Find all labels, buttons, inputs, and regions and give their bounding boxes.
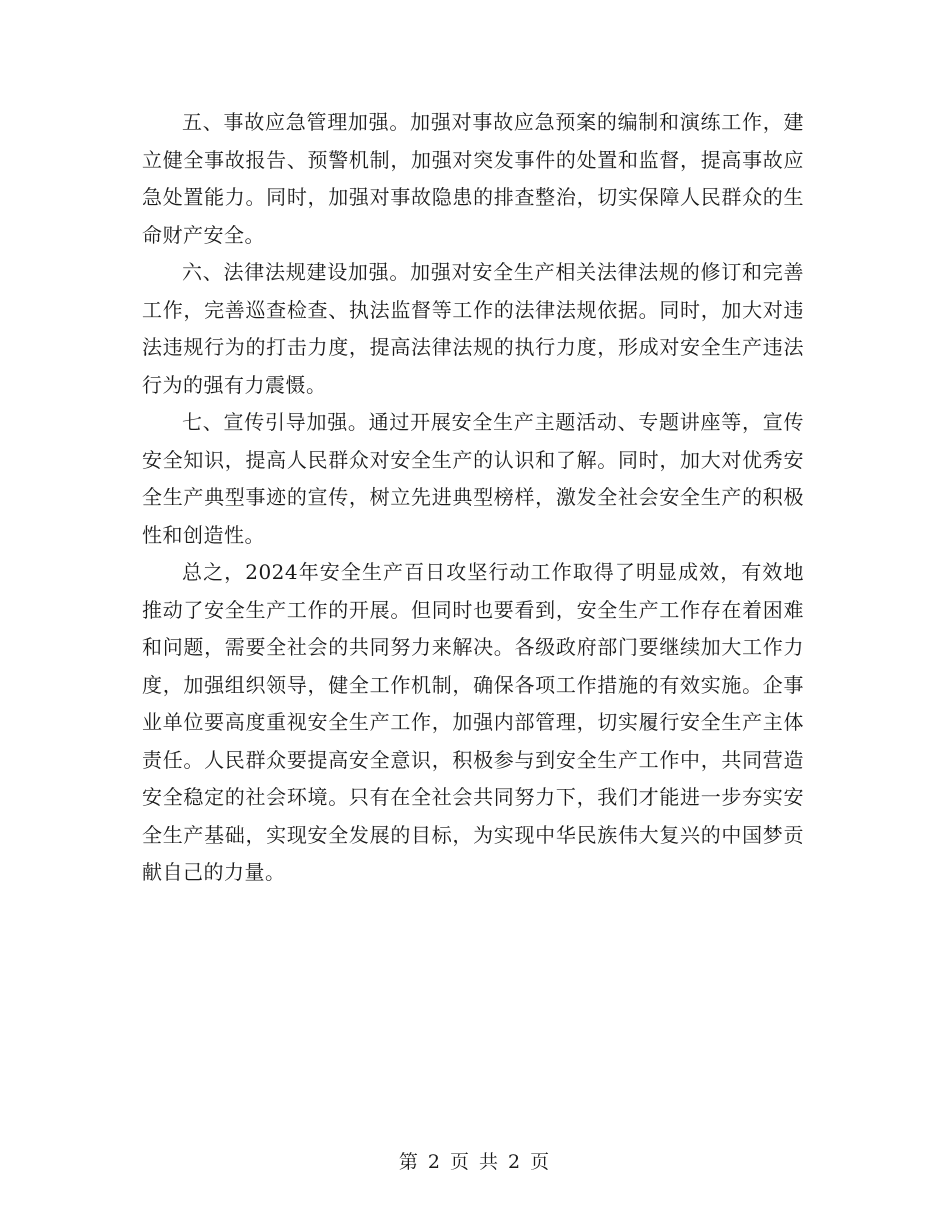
paragraph-publicity-guidance: 七、宣传引导加强。通过开展安全生产主题活动、专题讲座等，宣传安全知识，提高人民群众对安全生产的认识和了解。同时，加大对优秀安全生产典型事迹的宣传，树立先进典型榜样，激发全社会安全生产的积极性和创造性。 — [142, 410, 804, 547]
paragraph-laws-regulations: 六、法律法规建设加强。加强对安全生产相关法律法规的修订和完善工作，完善巡查检查、执法监督等工作的法律法规依据。同时，加大对违法违规行为的打击力度，提高法律法规的执行力度，形成对安全生产违法行为的强有力震慑。 — [142, 260, 804, 397]
paragraph-summary: 总之，2024年安全生产百日攻坚行动工作取得了明显成效，有效地推动了安全生产工作的开展。但同时也要看到，安全生产工作存在着困难和问题，需要全社会的共同努力来解决。各级政府部门要继续加大工作力度，加强组织领导，健全工作机制，确保各项工作措施的有效实施。企事业单位要高度重视安全生产工作，加强内部管理，切实履行安全生产主体责任。人民群众要提高安全意识，积极参与到安全生产工作中，共同营造安全稳定的社会环境。只有在全社会共同努力下，我们才能进一步夯实安全生产基础，实现安全发展的目标，为实现中华民族伟大复兴的中国梦贡献自己的力量。 — [142, 560, 804, 884]
paragraph-accident-emergency: 五、事故应急管理加强。加强对事故应急预案的编制和演练工作，建立健全事故报告、预警机制，加强对突发事件的处置和监督，提高事故应急处置能力。同时，加强对事故隐患的排查整治，切实保障人民群众的生命财产安全。 — [142, 110, 804, 247]
page-number-footer: 第 2 页 共 2 页 — [398, 1151, 552, 1173]
document-body — [142, 104, 804, 892]
